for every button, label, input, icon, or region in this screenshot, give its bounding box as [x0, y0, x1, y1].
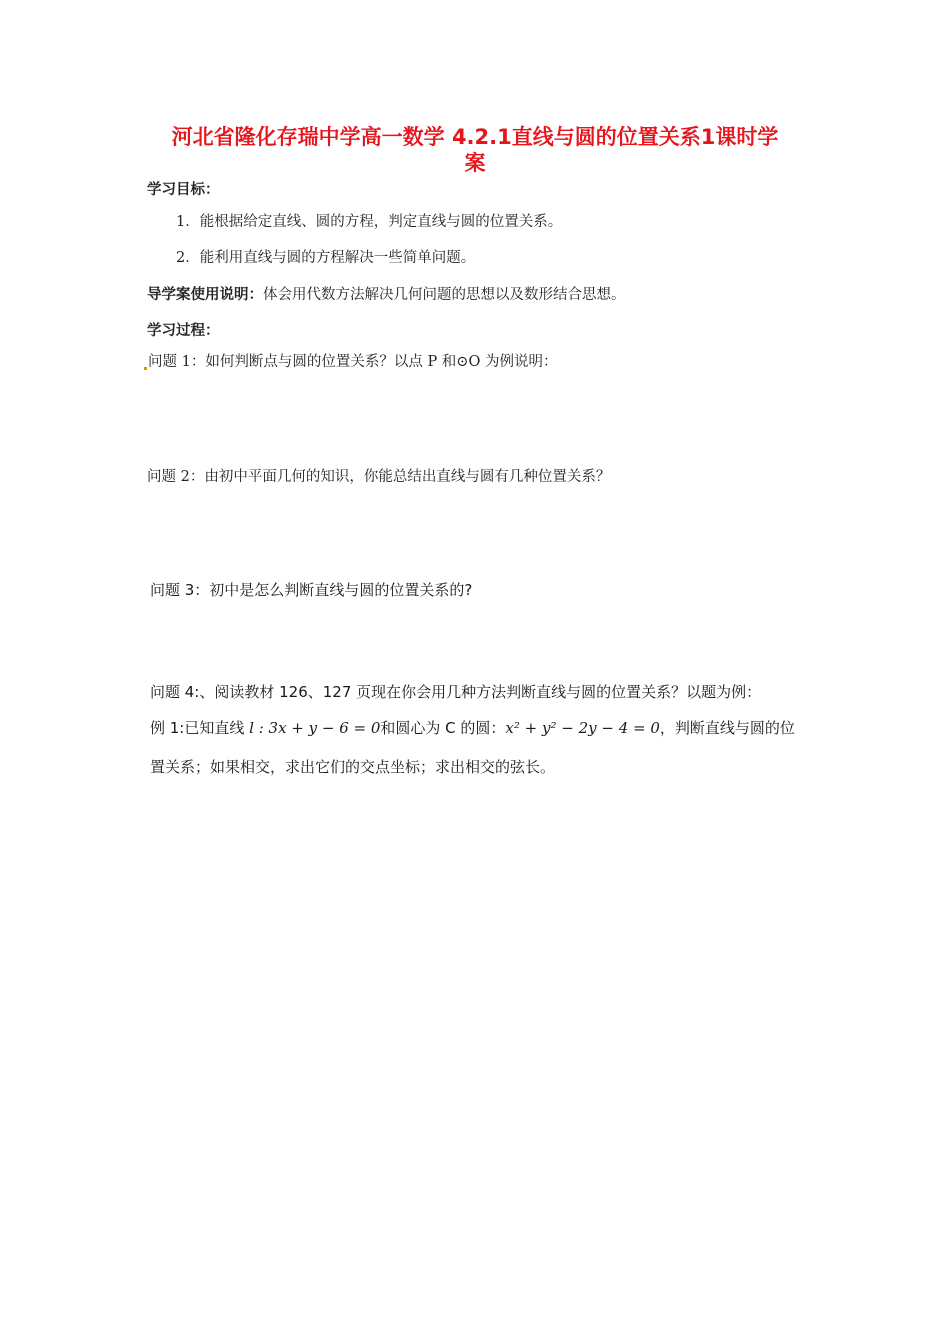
example-prefix: 例 1:已知直线 — [150, 719, 250, 737]
question-3: 问题 3：初中是怎么判断直线与圆的位置关系的? — [150, 581, 473, 599]
objectives-heading: 学习目标： — [147, 182, 220, 198]
example-middle: 和圆心为 C 的圆： — [380, 719, 506, 737]
line-equation: l : 3x + y − 6 = 0 — [249, 719, 381, 737]
question-4: 问题 4:、阅读教材 126、127 页现在你会用几种方法判断直线与圆的位置关系？以题为例： — [150, 683, 762, 701]
example-suffix: ，判断直线与圆的位 — [659, 719, 795, 737]
example-1-line-1 — [150, 718, 795, 738]
objective-item-1: 1．能根据给定直线、圆的方程，判定直线与圆的位置关系。 — [176, 214, 563, 230]
question-1 — [143, 352, 557, 372]
usage-label: 导学案使用说明： — [147, 287, 263, 303]
question-2: 问题 2：由初中平面几何的知识，你能总结出直线与圆有几种位置关系？ — [147, 469, 611, 485]
circle-equation: x² + y² − 2y − 4 = 0 — [505, 719, 660, 737]
usage-text: 体会用代数方法解决几何问题的思想以及数形结合思想。 — [263, 287, 626, 303]
mark-dot — [144, 367, 147, 370]
objective-item-2: 2．能利用直线与圆的方程解决一些简单问题。 — [176, 250, 476, 266]
process-heading: 学习过程： — [147, 323, 220, 339]
page-title-line-2: 案 — [464, 151, 486, 175]
question-1-text: 问题 1：如何判断点与圆的位置关系？以点 P 和⊙O 为例说明： — [148, 354, 558, 370]
usage-note — [147, 285, 626, 305]
page-title-line-1: 河北省隆化存瑞中学高一数学 4.2.1直线与圆的位置关系1课时学 — [171, 125, 779, 149]
example-1-line-2: 置关系；如果相交，求出它们的交点坐标；求出相交的弦长。 — [150, 758, 556, 776]
